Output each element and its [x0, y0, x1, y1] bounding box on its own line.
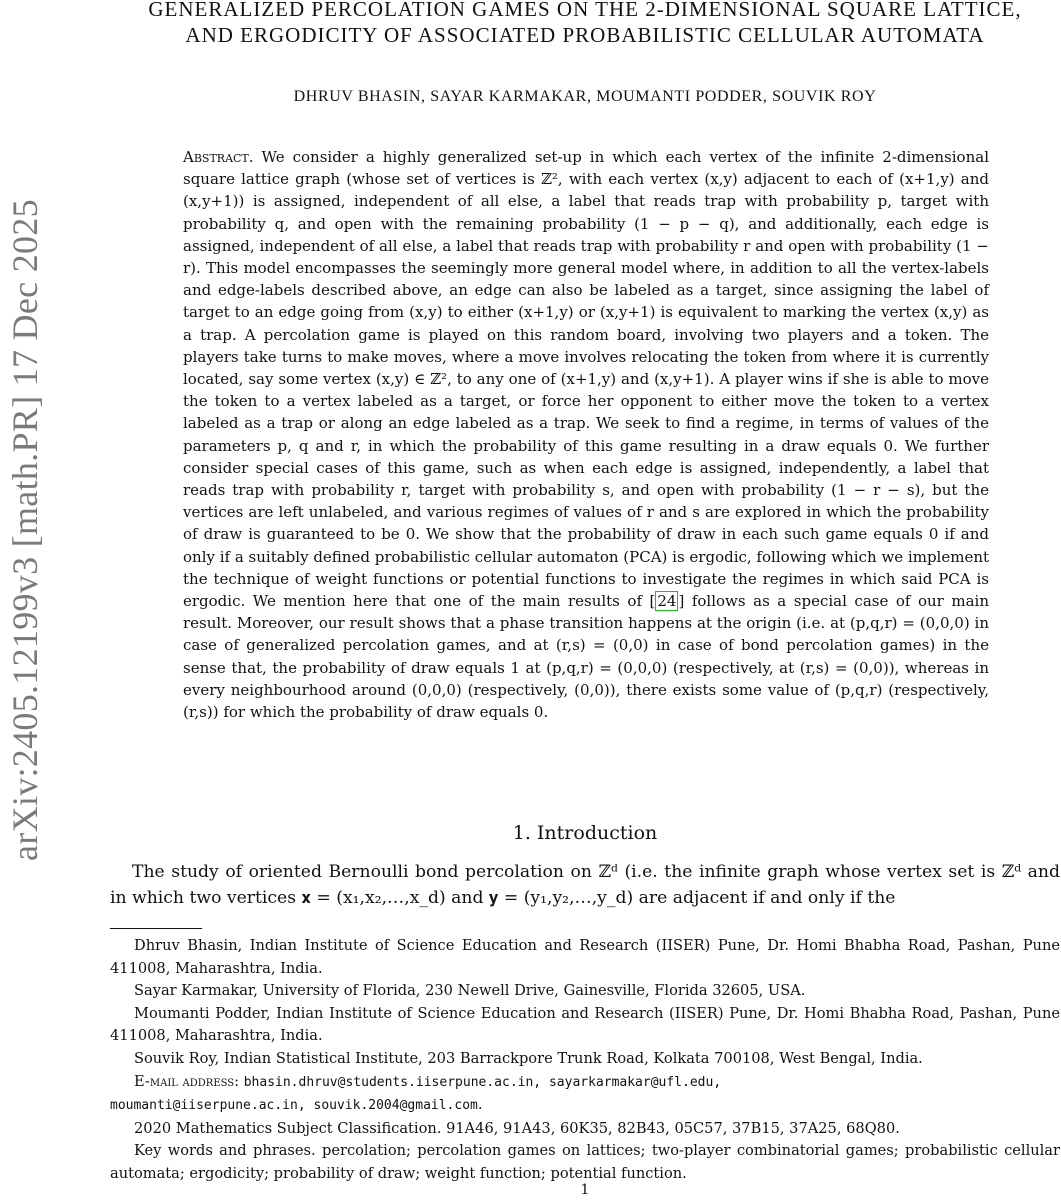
email-label: E-mail address: [134, 1072, 240, 1090]
email-addresses-2[interactable]: moumanti@iiserpune.ac.in, souvik.2004@gmail.com [110, 1098, 478, 1114]
section-heading-introduction: 1. Introduction [512, 822, 658, 844]
title-line-2: AND ERGODICITY OF ASSOCIATED PROBABILISTIC CELLULAR AUTOMATA [185, 23, 985, 47]
citation-link-24[interactable]: 24 [657, 592, 677, 611]
email-end: . [477, 1096, 483, 1114]
footnote-msc [110, 1118, 1060, 1141]
footnote-rule [110, 928, 202, 929]
footnotes [110, 935, 1060, 1186]
author-list: DHRUV BHASIN, SAYAR KARMAKAR, MOUMANTI PODDER, SOUVIK ROY [293, 88, 877, 105]
keywords-list: percolation; percolation games on lattices; two-player combinatorial games; probabilistic cellular automata; ergodicity; probability of draw; weight function; potential function. [110, 1142, 1060, 1182]
arxiv-identifier: arXiv:2405.12199v3 [math.PR] 17 Dec 2025 [5, 199, 46, 861]
title-line-1: GENERALIZED PERCOLATION GAMES ON THE 2-DIMENSIONAL SQUARE LATTICE, [148, 0, 1022, 21]
email-addresses-1[interactable]: bhasin.dhruv@students.iiserpune.ac.in, sayarkarmakar@ufl.edu, [243, 1074, 722, 1090]
keywords-label: Key words and phrases. [134, 1142, 316, 1160]
abstract-text-part1: We consider a highly generalized set-up in which each vertex of the infinite 2-dimensional square lattice graph (whose set of vertices is ℤ², with each vertex (x,y) adjacent to each of (x+1,y) and (x,y+1)) is assigned, independent of all else, a label that reads trap with probability p, target with probability q, and open with the remaining probability (1 − p − q), and additionally, each edge is assigned, independent of all else, a label that reads trap with probability r and open with probability (1 − r). This model encompasses the seemingly more general model where, in addition to all the vertex-labels and edge-labels described above, an edge can also be labeled as a target, since assigning the label of target to an edge going from (x,y) to either (x+1,y) or (x,y+1) is equivalent to marking the vertex (x,y) as a trap. A percolation game is played on this random board, involving two players and a token. The players take turns to make moves, where a move involves relocating the token from where it is currently located, say some vertex (x,y) ∈ ℤ², to any one of (x+1,y) and (x,y+1). A player wins if she is able to move the token to a vertex labeled as a target, or force her opponent to either move the token to a vertex labeled as a trap or along an edge labeled as a trap. We seek to find a regime, in terms of values of the parameters p, q and r, in which the probability of this game resulting in a draw equals 0. We further consider special cases of this game, such as when each edge is assigned, independently, a label that reads trap with probability r, target with probability s, and open with probability (1 − r − s), but the vertices are left unlabeled, and various regimes of values of r and s are explored in which the probability of draw is guaranteed to be 0. We show that the probability of draw in each such game equals 0 if and only if a suitably defined probabilistic cellular automaton (PCA) is ergodic, following which we implement the technique of weight functions or potential functions to investigate the regimes in which said PCA is ergodic. We mention here that one of the main results of [ [183, 148, 990, 611]
footnote-affiliation-karmakar: Sayar Karmakar, University of Florida, 230 Newell Drive, Gainesville, Florida 32605, USA. [134, 982, 806, 1000]
footnote-affiliation-bhasin: Dhruv Bhasin, Indian Institute of Science Education and Research (IISER) Pune, Dr. Homi Bhabha Road, Pashan, Pune 411008, Maharashtra, India. [110, 937, 1060, 977]
arxiv-sidebar [0, 150, 50, 910]
paper-title [110, 0, 1060, 48]
abstract [183, 146, 989, 723]
abstract-label: Abstract. [183, 148, 254, 166]
footnote-affiliation-podder: Moumanti Podder, Indian Institute of Science Education and Research (IISER) Pune, Dr. Homi Bhabha Road, Pashan, Pune 411008, Maharashtra, India. [110, 1004, 1060, 1045]
abstract-text-part2: ] follows as a special case of our main result. Moreover, our result shows that a phase transition happens at the origin (i.e. at (p,q,r) = (0,0,0) in case of generalized percolation games, and at (r,s) = (0,0) in case of bond percolation games) in the sense that, the probability of draw equals 1 at (p,q,r) = (0,0,0) (respectively, at (r,s) = (0,0)), whereas in every neighbourhood around (0,0,0) (respectively, (0,0)), there exists some value of (p,q,r) (respectively, (r,s)) for which the probability of draw equals 0. [183, 592, 989, 722]
footnote-keywords [110, 1140, 1060, 1185]
msc-label: 2020 Mathematics Subject Classification. [134, 1119, 442, 1137]
msc-codes: 91A46, 91A43, 60K35, 82B43, 05C57, 37B15, 37A25, 68Q80. [446, 1119, 900, 1137]
footnote-emails [110, 1071, 1060, 1095]
page-number: 1 [580, 1182, 590, 1198]
introduction-paragraph: The study of oriented Bernoulli bond percolation on ℤᵈ (i.e. the infinite graph whose vertex set is ℤᵈ and in which two vertices 𝐱 = (x₁,x₂,…,x_d) and 𝐲 = (y₁,y₂,…,y_d) are adjacent if and only if the [110, 862, 1060, 908]
footnote-emails-cont [110, 1094, 1060, 1118]
footnote-affiliation-roy: Souvik Roy, Indian Statistical Institute, 203 Barrackpore Trunk Road, Kolkata 700108, West Bengal, India. [134, 1049, 923, 1067]
